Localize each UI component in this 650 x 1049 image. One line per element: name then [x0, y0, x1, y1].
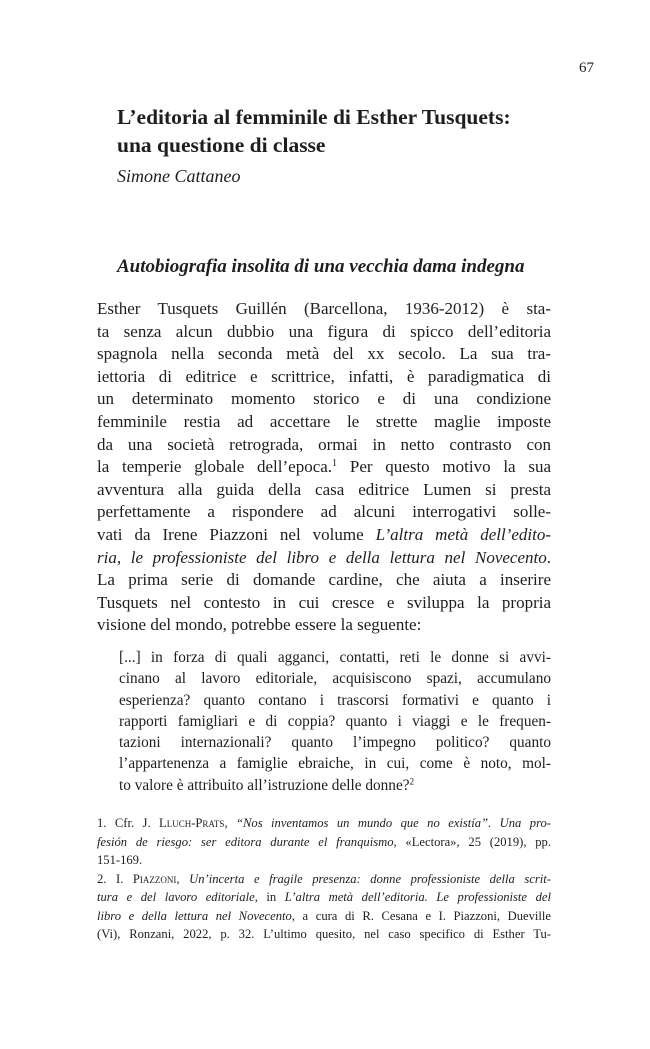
body-line-text: vati da Irene Piazzoni nel volume — [97, 524, 376, 544]
footnote-book: libro e della lettura nel Novecento — [97, 908, 292, 923]
quote-line: cinano al lavoro editoriale, acquisiscono spazi, accumulano — [119, 670, 551, 688]
body-line: La prima serie di domande cardine, che aiuta a inserire — [97, 570, 551, 590]
quote-line: tazioni internazionali? quanto l’impegno politico? quanto — [119, 734, 551, 752]
body-paragraph — [97, 298, 551, 637]
book-title: ria, le professioniste del libro e della lettura nel Novecento — [97, 547, 547, 567]
body-line-text: la temperie globale dell’epoca. — [97, 457, 333, 477]
body-line — [97, 547, 551, 570]
footnote-line — [97, 870, 551, 889]
body-line: avventura alla guida della casa editrice Lumen si presta — [97, 479, 551, 499]
footnote-title: Un’incerta e fragile presenza: donne professioniste della scrit- — [189, 871, 551, 886]
footnote-line — [97, 888, 551, 907]
quote-line: esperienza? quanto contano i trascorsi formativi e quanto i — [119, 691, 551, 709]
footnote-ref[interactable]: 1 — [332, 458, 338, 470]
body-line: visione del mondo, potrebbe essere la seguente: — [97, 615, 422, 635]
body-line: spagnola nella seconda metà del xx secolo. La sua tra- — [97, 344, 551, 364]
body-line: da una società retrograda, ormai in netto contrasto con — [97, 434, 551, 454]
body-line: Tusquets nel contesto in cui cresce e sviluppa la propria — [97, 592, 551, 612]
quote-line: l’appartenenza a famiglie ebraiche, in cui, come è noto, mol- — [119, 755, 551, 773]
footnote-title: “Nos inventamos un mundo que no existía”. Una pro- — [236, 816, 551, 830]
article-title — [117, 103, 587, 159]
body-line-text: Per questo motivo la sua — [337, 457, 551, 477]
block-quote — [119, 647, 551, 796]
quote-line: rapporti famigliari e di coppia? quanto i viaggi e le frequen- — [119, 712, 551, 730]
body-line: perfettamente a rispondere ad alcuni interrogativi solle- — [97, 502, 551, 522]
footnote-book: L’altra metà dell’editoria. Le professioniste del — [284, 890, 551, 904]
footnote-ref[interactable]: 2 — [409, 776, 415, 787]
footnote-line — [97, 833, 551, 852]
page-number: 67 — [579, 60, 594, 76]
footnote-author: Piazzoni — [132, 871, 177, 886]
footnote-line: (Vi), Ronzani, 2022, p. 32. L’ultimo quesito, nel caso specifico di Esther Tu- — [97, 927, 551, 941]
footnote-text: , «Lectora», 25 (2019), pp. — [393, 834, 552, 849]
title-line: L’editoria al femminile di Esther Tusquets: — [117, 105, 511, 129]
body-line: Esther Tusquets Guillén (Barcellona, 1936-2012) è sta- — [97, 299, 551, 318]
footnote-text: , — [224, 816, 237, 830]
footnote-title: fesión de riesgo: ser editora durante el franquismo — [97, 834, 394, 849]
footnote-text: , in — [254, 890, 285, 904]
footnote-author: Lluch-Prats — [159, 816, 225, 830]
footnotes — [97, 814, 551, 944]
body-line: femminile restia ad accettare le strette maglie imposte — [97, 411, 551, 431]
footnote-text: , — [176, 871, 190, 886]
section-heading: Autobiografia insolita di una vecchia dama indegna — [117, 256, 525, 277]
article-author: Simone Cattaneo — [117, 166, 241, 186]
body-line — [97, 524, 551, 547]
body-line: iettoria di editrice e scrittrice, infatti, è paradigmatica di — [97, 366, 551, 386]
body-line: un determinato momento storico e di una condizione — [97, 389, 551, 409]
quote-line — [119, 775, 551, 796]
footnote-title: tura e del lavoro editoriale — [97, 890, 255, 904]
footnote-text: , a cura di R. Cesana e I. Piazzoni, Dueville — [291, 908, 552, 923]
quote-line-text: to valore è attribuito all’istruzione delle donne? — [119, 776, 410, 794]
book-title: L’altra metà dell’edito- — [375, 524, 551, 544]
body-line — [97, 456, 551, 479]
footnote-marker: 2. I. — [97, 871, 133, 886]
title-line: una questione di classe — [117, 133, 326, 157]
body-line-text: . — [546, 547, 551, 567]
body-line: ta senza alcun dubbio una figura di spicco dell’editoria — [97, 321, 551, 341]
footnote-line: 151-169. — [97, 853, 143, 867]
footnote-line — [97, 907, 551, 926]
footnote-line — [97, 814, 551, 833]
footnote-marker: 1. Cfr. J. — [97, 816, 160, 830]
quote-line: [...] in forza di quali agganci, contatti, reti le donne si avvi- — [119, 649, 551, 666]
